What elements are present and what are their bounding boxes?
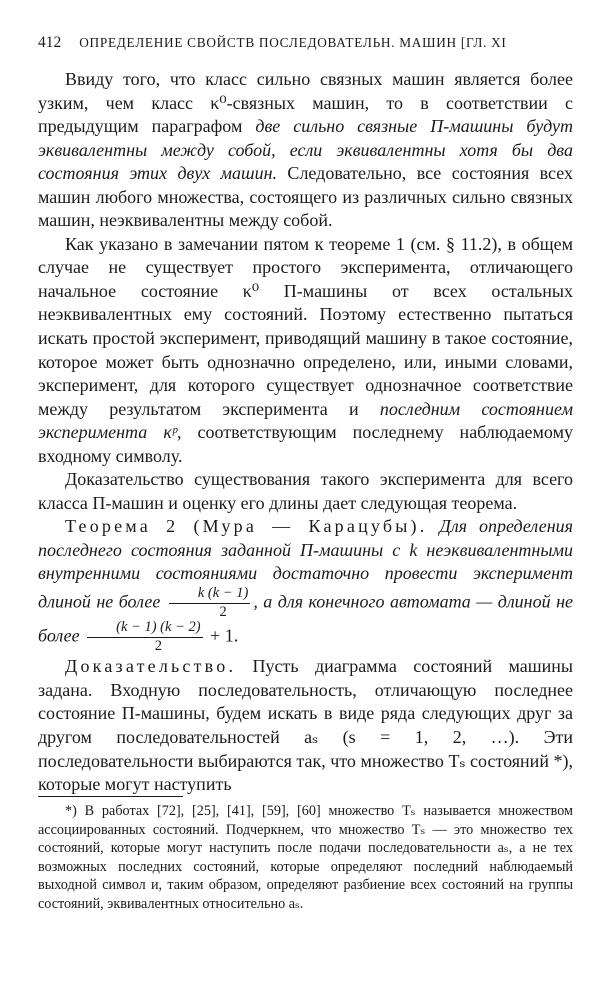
paragraph-proof-intro: Доказательство существования такого эксперимента для всего класса П-машин и оценку его длины дает следующая теорема. [38,469,573,513]
fraction-k-k-minus-1 [169,586,250,621]
theorem-statement: Для определения последнего состояния заданной П-машины с k неэквивалентными внутренними состояниями достаточно провести эксперимент длиной не более [38,516,573,612]
theorem-statement-cont: , а для конечного автомата — длиной не более [38,591,573,647]
paragraph-text: Ввиду того, что класс сильно связных машин является более узким, чем класс κ⁰-связных машин, то в соответствии с предыдущим параграфом [38,69,573,137]
theorem-authors: (Мура — Карацубы). [178,516,428,537]
proof-paragraph [38,655,573,796]
footnote-rule [38,796,183,797]
page-number: 412 [38,34,62,51]
theorem-2 [38,515,573,655]
proof-label: Доказательство. [65,656,237,677]
italic-term: последним состоянием эксперимента κᵖ [38,398,574,443]
fraction-numerator: k (k − 1) [169,586,250,604]
paragraph-text: , соответствующим последнему наблюдаемому входному символу. [38,422,573,466]
running-title: ОПРЕДЕЛЕНИЕ СВОЙСТВ ПОСЛЕДОВАТЕЛЬН. МАШИН [ГЛ. XI [79,35,507,50]
paragraph-text: Как указано в замечании пятом к теореме 1 (см. § 11.2), в общем случае не существует простого эксперимента, отличающего начальное состояние κ⁰ П-машины от всех остальных неэквивалентных ему состояний. Поэтому естественно пытаться искать простой эксперимент, приводящий машину в такое состояние, которое может быть однозначно определено, или, иными словами, эксперимент, для которого существует однозначное соответствие между результатом эксперимента и [38,233,573,419]
paragraph-strongly-connected [38,68,573,233]
theorem-plus-one: + 1. [205,626,239,647]
theorem-label: Теорема 2 [65,516,179,537]
page-body [38,68,573,797]
paragraph-simple-experiment [38,233,573,468]
proof-text: Пусть диаграмма состояний машины задана. Входную последовательность, отличающую последнее состояние П-машины, будем искать в виде ряда следующих друг за другом последовательностей aₛ (s = 1, 2, …). Эти последовательности выбираются так, что множество Tₛ состояний *), которые могут наступить [38,656,573,795]
footnote-text: *) В работах [72], [25], [41], [59], [60] множество Tₛ называется множеством ассоциированных состояний. Подчеркнем, что множество Tₛ — это множество тех состояний, которые могут наступить после подачи последовательности aₛ, а не тех возможных последних состояний, которые определяют последний наблюдаемый выходной символ и, таким образом, определяют разбиение всех состояний на группы состояний, эквивалентных относительно aₛ. [38,803,573,912]
fraction-automaton-bound [87,620,202,655]
fraction-denominator: 2 [219,603,227,620]
footnote [38,802,573,914]
running-header [38,34,575,52]
fraction-numerator: (k − 1) (k − 2) [87,620,202,638]
italic-statement: две сильно связные П-машины будут эквивалентны между собой, если эквивалентны хотя бы два состояния этих двух машин. [38,116,573,184]
fraction-denominator: 2 [154,638,162,655]
paragraph-text: Следовательно, все состояния всех машин любого множества, состоящего из различных сильно связных машин, неэквивалентны между собой. [38,163,573,231]
